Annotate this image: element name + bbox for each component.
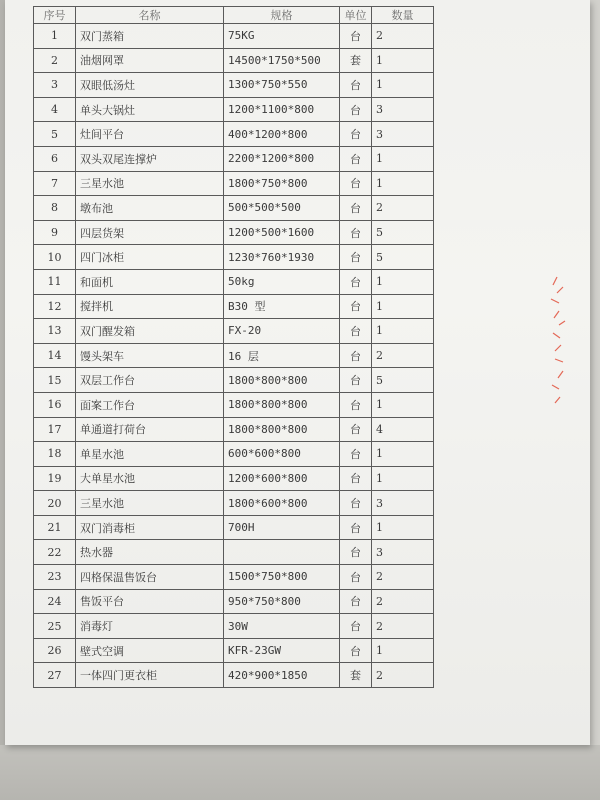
cell-spec: 700H bbox=[224, 515, 340, 540]
cell-qty: 3 bbox=[372, 97, 434, 122]
cell-spec: 420*900*1850 bbox=[224, 663, 340, 688]
cell-name: 面案工作台 bbox=[76, 392, 224, 417]
cell-unit: 台 bbox=[340, 24, 372, 49]
cell-no: 13 bbox=[34, 319, 76, 344]
cell-qty: 1 bbox=[372, 638, 434, 663]
cell-name: 双眼低汤灶 bbox=[76, 73, 224, 98]
table-row bbox=[34, 294, 434, 319]
cell-unit: 台 bbox=[340, 319, 372, 344]
cell-spec: 1800*600*800 bbox=[224, 491, 340, 516]
header-no: 序号 bbox=[34, 7, 76, 24]
cell-unit: 台 bbox=[340, 442, 372, 467]
cell-unit: 套 bbox=[340, 663, 372, 688]
cell-unit: 台 bbox=[340, 146, 372, 171]
cell-name: 双门醒发箱 bbox=[76, 319, 224, 344]
cell-unit: 台 bbox=[340, 245, 372, 270]
cell-unit: 台 bbox=[340, 220, 372, 245]
cell-unit: 套 bbox=[340, 48, 372, 73]
cell-no: 18 bbox=[34, 442, 76, 467]
cell-qty: 5 bbox=[372, 220, 434, 245]
cell-no: 9 bbox=[34, 220, 76, 245]
table-row bbox=[34, 220, 434, 245]
equipment-table bbox=[33, 6, 434, 688]
cell-name: 大单星水池 bbox=[76, 466, 224, 491]
cell-no: 7 bbox=[34, 171, 76, 196]
cell-spec: B30 型 bbox=[224, 294, 340, 319]
header-qty: 数量 bbox=[372, 7, 434, 24]
cell-unit: 台 bbox=[340, 171, 372, 196]
cell-unit: 台 bbox=[340, 540, 372, 565]
cell-unit: 台 bbox=[340, 122, 372, 147]
cell-spec: 1800*750*800 bbox=[224, 171, 340, 196]
cell-name: 墩布池 bbox=[76, 196, 224, 221]
cell-qty: 1 bbox=[372, 48, 434, 73]
table-row bbox=[34, 515, 434, 540]
cell-name: 壁式空调 bbox=[76, 638, 224, 663]
cell-name: 馒头架车 bbox=[76, 343, 224, 368]
table-row bbox=[34, 417, 434, 442]
cell-no: 6 bbox=[34, 146, 76, 171]
cell-no: 16 bbox=[34, 392, 76, 417]
cell-qty: 2 bbox=[372, 565, 434, 590]
cell-name: 油烟网罩 bbox=[76, 48, 224, 73]
cell-spec: 75KG bbox=[224, 24, 340, 49]
table-row bbox=[34, 491, 434, 516]
cell-spec: KFR-23GW bbox=[224, 638, 340, 663]
cell-spec: 1800*800*800 bbox=[224, 417, 340, 442]
cell-no: 22 bbox=[34, 540, 76, 565]
cell-no: 15 bbox=[34, 368, 76, 393]
table-row bbox=[34, 196, 434, 221]
cell-spec: 14500*1750*500 bbox=[224, 48, 340, 73]
cell-no: 4 bbox=[34, 97, 76, 122]
cell-unit: 台 bbox=[340, 392, 372, 417]
header-name: 名称 bbox=[76, 7, 224, 24]
header-spec: 规格 bbox=[224, 7, 340, 24]
cell-name: 三星水池 bbox=[76, 491, 224, 516]
cell-spec: 1200*500*1600 bbox=[224, 220, 340, 245]
cell-spec: 30W bbox=[224, 614, 340, 639]
table-row bbox=[34, 466, 434, 491]
cell-no: 23 bbox=[34, 565, 76, 590]
cell-qty: 1 bbox=[372, 442, 434, 467]
table-row bbox=[34, 343, 434, 368]
cell-name: 双门蒸箱 bbox=[76, 24, 224, 49]
cell-unit: 台 bbox=[340, 515, 372, 540]
cell-no: 17 bbox=[34, 417, 76, 442]
cell-unit: 台 bbox=[340, 196, 372, 221]
cell-qty: 2 bbox=[372, 24, 434, 49]
cell-qty: 1 bbox=[372, 73, 434, 98]
cell-unit: 台 bbox=[340, 589, 372, 614]
cell-spec bbox=[224, 540, 340, 565]
cell-name: 售饭平台 bbox=[76, 589, 224, 614]
cell-qty: 2 bbox=[372, 589, 434, 614]
header-unit: 单位 bbox=[340, 7, 372, 24]
cell-name: 双门消毒柜 bbox=[76, 515, 224, 540]
cell-no: 21 bbox=[34, 515, 76, 540]
table-row bbox=[34, 565, 434, 590]
cell-spec: 1800*800*800 bbox=[224, 368, 340, 393]
cell-no: 24 bbox=[34, 589, 76, 614]
cell-no: 25 bbox=[34, 614, 76, 639]
cell-qty: 1 bbox=[372, 269, 434, 294]
table-row bbox=[34, 614, 434, 639]
table-row bbox=[34, 97, 434, 122]
cell-qty: 1 bbox=[372, 392, 434, 417]
cell-spec: 1230*760*1930 bbox=[224, 245, 340, 270]
table-header-row bbox=[34, 7, 434, 24]
cell-spec: 1300*750*550 bbox=[224, 73, 340, 98]
cell-name: 和面机 bbox=[76, 269, 224, 294]
cell-no: 11 bbox=[34, 269, 76, 294]
table-row bbox=[34, 589, 434, 614]
cell-no: 5 bbox=[34, 122, 76, 147]
cell-name: 三星水池 bbox=[76, 171, 224, 196]
cell-no: 1 bbox=[34, 24, 76, 49]
cell-unit: 台 bbox=[340, 343, 372, 368]
cell-qty: 1 bbox=[372, 466, 434, 491]
cell-unit: 台 bbox=[340, 638, 372, 663]
cell-no: 14 bbox=[34, 343, 76, 368]
cell-name: 灶间平台 bbox=[76, 122, 224, 147]
cell-name: 单通道打荷台 bbox=[76, 417, 224, 442]
cell-name: 双头双尾连撑炉 bbox=[76, 146, 224, 171]
table-row bbox=[34, 269, 434, 294]
cell-no: 3 bbox=[34, 73, 76, 98]
cell-qty: 3 bbox=[372, 540, 434, 565]
cell-no: 8 bbox=[34, 196, 76, 221]
cell-unit: 台 bbox=[340, 269, 372, 294]
cell-qty: 1 bbox=[372, 294, 434, 319]
cell-spec: 50kg bbox=[224, 269, 340, 294]
cell-name: 四层货架 bbox=[76, 220, 224, 245]
cell-spec: FX-20 bbox=[224, 319, 340, 344]
cell-qty: 2 bbox=[372, 343, 434, 368]
cell-name: 一体四门更衣柜 bbox=[76, 663, 224, 688]
cell-name: 单头大锅灶 bbox=[76, 97, 224, 122]
cell-qty: 1 bbox=[372, 515, 434, 540]
cell-qty: 3 bbox=[372, 491, 434, 516]
cell-no: 2 bbox=[34, 48, 76, 73]
cell-unit: 台 bbox=[340, 466, 372, 491]
cell-no: 12 bbox=[34, 294, 76, 319]
cell-spec: 500*500*500 bbox=[224, 196, 340, 221]
cell-no: 27 bbox=[34, 663, 76, 688]
cell-unit: 台 bbox=[340, 73, 372, 98]
table-row bbox=[34, 24, 434, 49]
cell-name: 热水器 bbox=[76, 540, 224, 565]
table-row bbox=[34, 319, 434, 344]
cell-name: 消毒灯 bbox=[76, 614, 224, 639]
cell-spec: 1200*1100*800 bbox=[224, 97, 340, 122]
cell-unit: 台 bbox=[340, 97, 372, 122]
cell-unit: 台 bbox=[340, 417, 372, 442]
cell-spec: 1200*600*800 bbox=[224, 466, 340, 491]
cell-qty: 2 bbox=[372, 614, 434, 639]
table-body bbox=[34, 24, 434, 688]
cell-spec: 1500*750*800 bbox=[224, 565, 340, 590]
cell-no: 19 bbox=[34, 466, 76, 491]
paper-sheet bbox=[5, 0, 590, 745]
table-row bbox=[34, 171, 434, 196]
desk-surface bbox=[0, 745, 600, 800]
cell-spec: 16 层 bbox=[224, 343, 340, 368]
cell-name: 四门冰柜 bbox=[76, 245, 224, 270]
cell-no: 26 bbox=[34, 638, 76, 663]
cell-qty: 5 bbox=[372, 368, 434, 393]
table-row bbox=[34, 392, 434, 417]
cell-name: 双层工作台 bbox=[76, 368, 224, 393]
cell-unit: 台 bbox=[340, 614, 372, 639]
cell-no: 20 bbox=[34, 491, 76, 516]
table-row bbox=[34, 663, 434, 688]
cell-spec: 1800*800*800 bbox=[224, 392, 340, 417]
cell-qty: 2 bbox=[372, 663, 434, 688]
table-row bbox=[34, 638, 434, 663]
cell-spec: 950*750*800 bbox=[224, 589, 340, 614]
cell-name: 单星水池 bbox=[76, 442, 224, 467]
table-row bbox=[34, 368, 434, 393]
cell-unit: 台 bbox=[340, 491, 372, 516]
cell-qty: 2 bbox=[372, 196, 434, 221]
cell-spec: 600*600*800 bbox=[224, 442, 340, 467]
red-stamp-edge bbox=[543, 275, 573, 405]
cell-qty: 4 bbox=[372, 417, 434, 442]
cell-name: 搅拌机 bbox=[76, 294, 224, 319]
cell-name: 四格保温售饭台 bbox=[76, 565, 224, 590]
table-row bbox=[34, 48, 434, 73]
cell-qty: 3 bbox=[372, 122, 434, 147]
table-row bbox=[34, 245, 434, 270]
table-row bbox=[34, 540, 434, 565]
table-row bbox=[34, 146, 434, 171]
cell-no: 10 bbox=[34, 245, 76, 270]
cell-qty: 1 bbox=[372, 319, 434, 344]
cell-unit: 台 bbox=[340, 294, 372, 319]
cell-spec: 2200*1200*800 bbox=[224, 146, 340, 171]
table-row bbox=[34, 442, 434, 467]
table-row bbox=[34, 122, 434, 147]
cell-qty: 5 bbox=[372, 245, 434, 270]
cell-unit: 台 bbox=[340, 368, 372, 393]
cell-qty: 1 bbox=[372, 171, 434, 196]
table-row bbox=[34, 73, 434, 98]
cell-qty: 1 bbox=[372, 146, 434, 171]
cell-spec: 400*1200*800 bbox=[224, 122, 340, 147]
cell-unit: 台 bbox=[340, 565, 372, 590]
